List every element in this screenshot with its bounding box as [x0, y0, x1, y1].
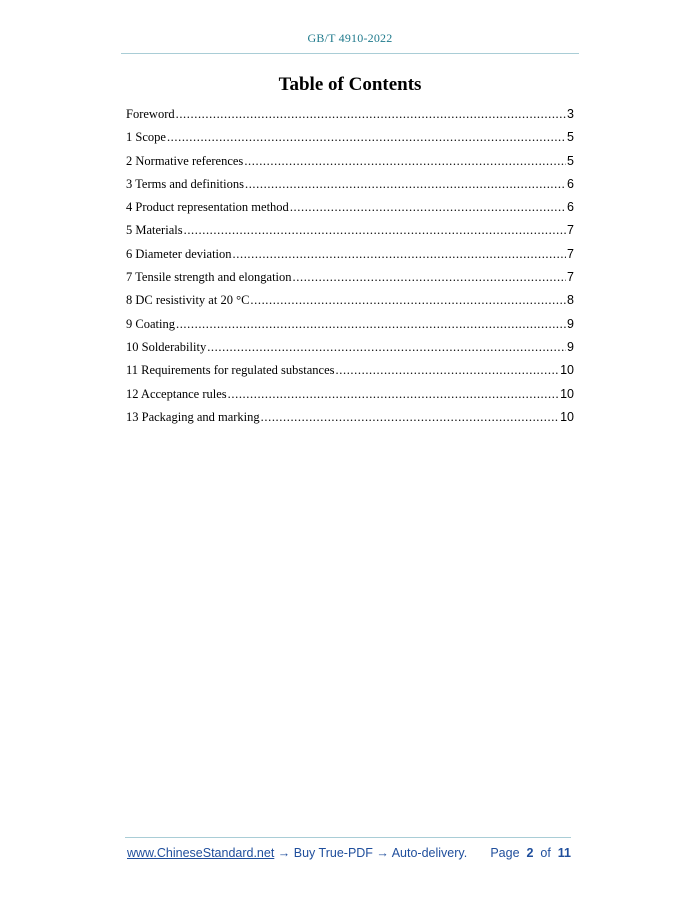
toc-dot-leader — [176, 317, 566, 332]
toc-entry[interactable] — [126, 270, 574, 293]
page-of: of — [540, 846, 551, 860]
toc-dot-leader — [244, 154, 566, 169]
toc-entry-label: 13 Packaging and marking — [126, 409, 260, 424]
toc-dot-leader — [261, 410, 559, 425]
toc-entry[interactable] — [126, 107, 574, 130]
toc-entry-label: 4 Product representation method — [126, 200, 289, 215]
toc-entry[interactable] — [126, 177, 574, 200]
toc-entry-page: 10 — [560, 386, 574, 401]
toc-entry[interactable] — [126, 410, 574, 433]
toc-entry-page: 7 — [567, 270, 574, 285]
toc-entry-page: 10 — [560, 409, 574, 424]
footer-divider — [125, 837, 571, 838]
standard-code-header: GB/T 4910-2022 — [307, 31, 393, 45]
toc-entry-page: 8 — [567, 293, 574, 308]
toc-entry-label: 3 Terms and definitions — [126, 176, 244, 191]
header-divider — [121, 53, 579, 54]
toc-entry-page: 9 — [567, 339, 574, 354]
page-total: 11 — [557, 846, 571, 860]
toc-dot-leader — [207, 340, 566, 355]
toc-entry-page: 5 — [567, 153, 574, 168]
toc-dot-leader — [293, 270, 567, 285]
page-footer — [127, 846, 571, 860]
page-indicator — [490, 846, 571, 860]
toc-entry-label: 2 Normative references — [126, 153, 244, 168]
toc-entry[interactable] — [126, 200, 574, 223]
toc-entry-page: 6 — [567, 200, 574, 215]
toc-entry[interactable] — [126, 247, 574, 270]
toc-entry-page: 7 — [567, 246, 574, 261]
toc-entry-label: Foreword — [126, 107, 175, 121]
toc-entry[interactable] — [126, 340, 574, 363]
toc-entry[interactable] — [126, 154, 574, 177]
toc-dot-leader — [184, 223, 566, 238]
footer-promo-text: → Buy True-PDF → Auto-delivery. — [274, 846, 468, 860]
page-current: 2 — [526, 846, 534, 860]
toc-dot-leader — [290, 200, 566, 215]
toc-entry-label: 5 Materials — [126, 223, 183, 238]
toc-entry-label: 9 Coating — [126, 316, 175, 331]
toc-dot-leader — [167, 130, 566, 145]
toc-title: Table of Contents — [278, 74, 422, 95]
page-prefix: Page — [490, 846, 520, 860]
toc-list — [126, 107, 574, 433]
footer-promo — [127, 846, 467, 860]
toc-entry-page: 3 — [567, 107, 574, 121]
toc-entry-page: 7 — [567, 223, 574, 238]
toc-dot-leader — [233, 247, 567, 262]
toc-entry[interactable] — [126, 363, 574, 386]
toc-dot-leader — [336, 363, 560, 378]
toc-entry[interactable] — [126, 130, 574, 153]
toc-entry-page: 9 — [567, 316, 574, 331]
website-link[interactable]: www.ChineseStandard.net — [127, 846, 275, 860]
toc-entry[interactable] — [126, 317, 574, 340]
toc-entry[interactable] — [126, 293, 574, 316]
toc-entry-label: 12 Acceptance rules — [126, 386, 227, 401]
toc-entry[interactable] — [126, 223, 574, 246]
toc-dot-leader — [176, 107, 566, 122]
toc-entry-label: 11 Requirements for regulated substances — [126, 363, 335, 378]
toc-dot-leader — [245, 177, 566, 192]
toc-entry-label: 6 Diameter deviation — [126, 246, 232, 261]
toc-dot-leader — [250, 293, 566, 308]
toc-entry[interactable] — [126, 387, 574, 410]
toc-entry-label: 7 Tensile strength and elongation — [126, 270, 292, 285]
toc-entry-page: 5 — [567, 130, 574, 145]
toc-entry-label: 8 DC resistivity at 20 °C — [126, 293, 250, 308]
toc-entry-label: 1 Scope — [126, 130, 166, 145]
toc-entry-label: 10 Solderability — [126, 339, 207, 354]
toc-entry-page: 10 — [560, 363, 574, 378]
toc-entry-page: 6 — [567, 176, 574, 191]
toc-dot-leader — [228, 387, 559, 402]
